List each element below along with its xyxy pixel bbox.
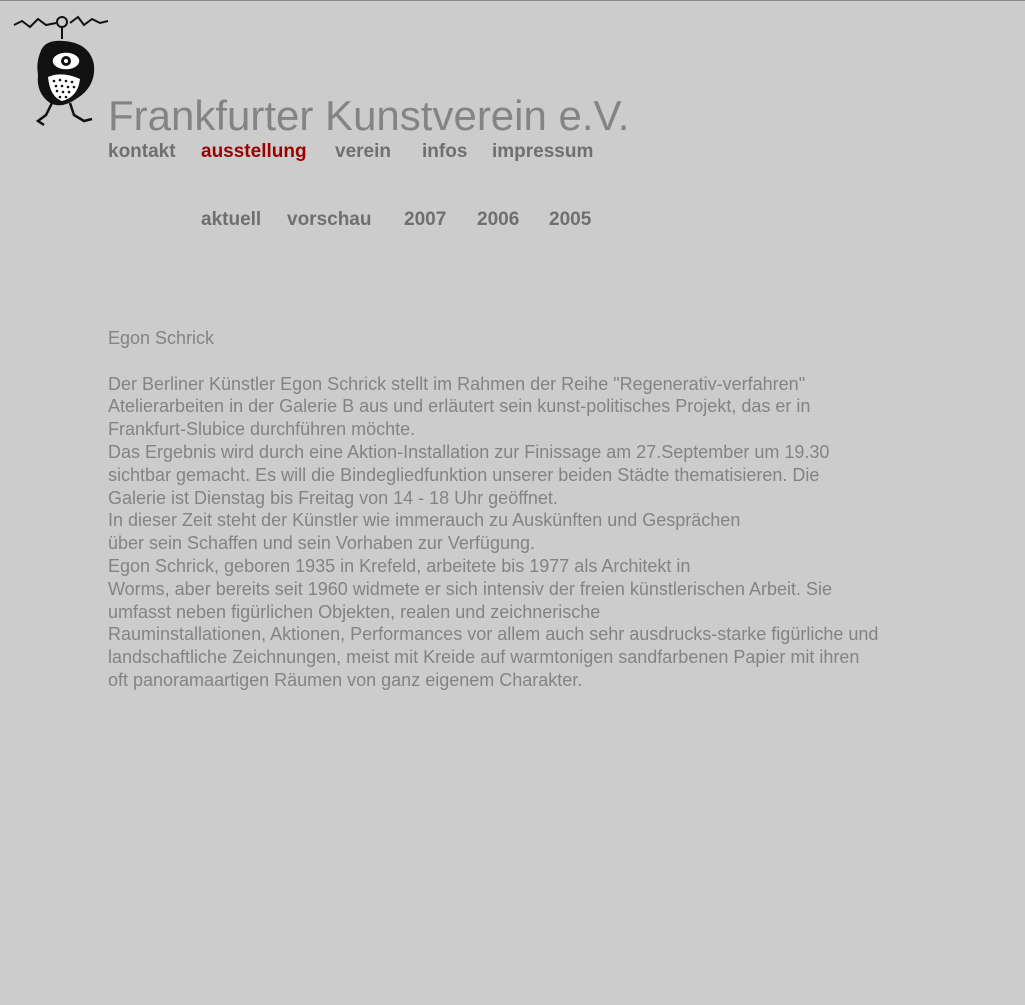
article-heading: Egon Schrick <box>108 328 215 348</box>
nav-verein[interactable]: verein <box>335 141 391 162</box>
article-line: Das Ergebnis wird durch eine Aktion-Installation zur Finissage am 27.September um 19.30 <box>108 441 830 462</box>
nav-kontakt[interactable]: kontakt <box>108 141 176 162</box>
article-line: Rauminstallationen, Aktionen, Performances vor allem auch sehr ausdrucks-starke figürliche und <box>108 624 879 645</box>
article-line: Atelierarbeiten in der Galerie B aus und erläutert sein kunst-politisches Projekt, das er in <box>108 396 811 417</box>
subnav-vorschau[interactable]: vorschau <box>287 209 372 230</box>
nav-impressum[interactable]: impressum <box>492 141 594 162</box>
article <box>108 327 988 692</box>
article-line: Egon Schrick, geboren 1935 in Krefeld, arbeitete bis 1977 als Architekt in <box>108 555 691 576</box>
article-line: sichtbar gemacht. Es will die Bindegliedfunktion unserer beiden Städte thematisieren. Die <box>108 464 820 485</box>
subnav-2006[interactable]: 2006 <box>477 209 520 230</box>
owl-figure-logo-icon[interactable] <box>12 13 112 133</box>
article-line: Der Berliner Künstler Egon Schrick stellt im Rahmen der Reihe "Regenerativ-verfahren" <box>108 373 806 394</box>
article-line: Frankfurt-Slubice durchführen möchte. <box>108 419 416 440</box>
subnav-2007[interactable]: 2007 <box>404 209 447 230</box>
article-line: Galerie ist Dienstag bis Freitag von 14 - 18 Uhr geöffnet. <box>108 487 558 508</box>
nav-ausstellung[interactable]: ausstellung <box>201 141 307 162</box>
article-line: Worms, aber bereits seit 1960 widmete er sich intensiv der freien künstlerischen Arbeit. Sie <box>108 578 832 599</box>
subnav-2005[interactable]: 2005 <box>549 209 592 230</box>
article-line: In dieser Zeit steht der Künstler wie immerauch zu Auskünften und Gesprächen <box>108 510 741 531</box>
article-line: oft panoramaartigen Räumen von ganz eigenem Charakter. <box>108 669 583 690</box>
article-body <box>108 373 988 692</box>
article-line: landschaftliche Zeichnungen, meist mit Kreide auf warmtonigen sandfarbenen Papier mit ihren <box>108 647 860 668</box>
subnav-aktuell[interactable]: aktuell <box>201 209 262 230</box>
site-title: Frankfurter Kunstverein e.V. <box>108 92 630 139</box>
article-line: umfasst neben figürlichen Objekten, realen und zeichnerische <box>108 601 601 622</box>
nav-infos[interactable]: infos <box>422 141 468 162</box>
article-line: über sein Schaffen und sein Vorhaben zur Verfügung. <box>108 533 535 554</box>
